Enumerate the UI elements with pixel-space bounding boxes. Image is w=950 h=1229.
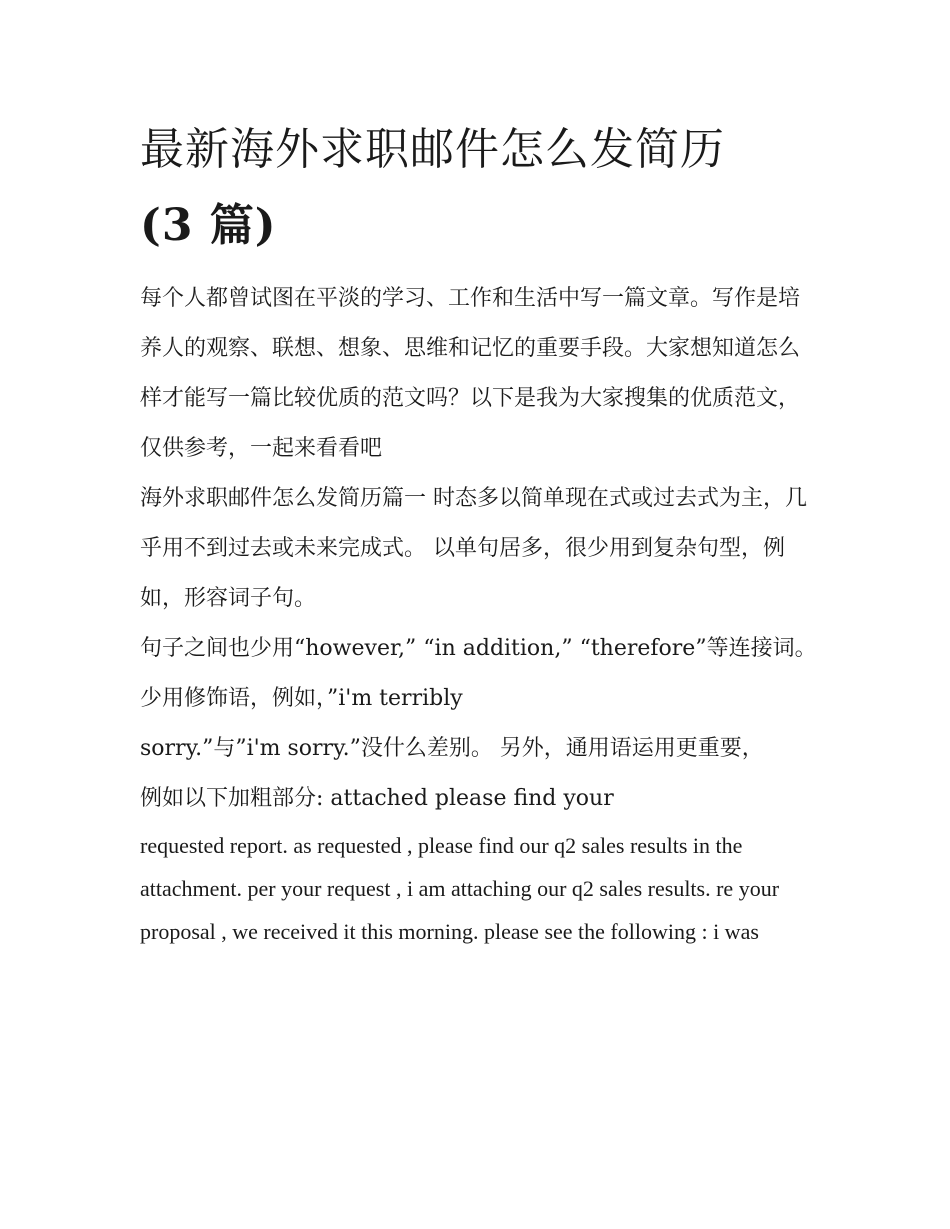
section-2-line-1: 句子之间也少用“however,” “in addition,” “therefore”等连接词。 xyxy=(140,636,817,661)
title-line-1: 最新海外求职邮件怎么发简历 xyxy=(140,124,725,175)
intro-paragraph: 每个人都曾试图在平淡的学习、工作和生活中写一篇文章。写作是培养人的观察、联想、想象、思维和记忆的重要手段。大家想知道怎么样才能写一篇比较优质的范文吗？以下是我为大家搜集的优质范文，仅供参考，一起来看看吧 xyxy=(140,286,801,461)
section-3-line-2: 例如以下加粗部分: attached please find your xyxy=(140,786,614,811)
document-page xyxy=(140,112,820,953)
section-2-line-2: 少用修饰语，例如，”i'm terribly xyxy=(140,686,463,711)
english-example-1: requested report. as requested , please find our q2 sales results in the xyxy=(140,833,743,858)
document-title xyxy=(140,112,820,264)
section-3-line-1: sorry.”与”i'm sorry.”没什么差别。 另外，通用语运用更重要， xyxy=(140,736,764,761)
section-1-paragraph: 海外求职邮件怎么发简历篇一 时态多以简单现在式或过去式为主，几乎用不到过去或未来完成式。 以单句居多，很少用到复杂句型，例如，形容词子句。 xyxy=(140,486,807,611)
title-line-2: (3 篇) xyxy=(140,200,277,251)
english-example-3: proposal , we received it this morning. please see the following : i was xyxy=(140,919,759,944)
english-example-2: attachment. per your request , i am attaching our q2 sales results. re your xyxy=(140,876,780,901)
